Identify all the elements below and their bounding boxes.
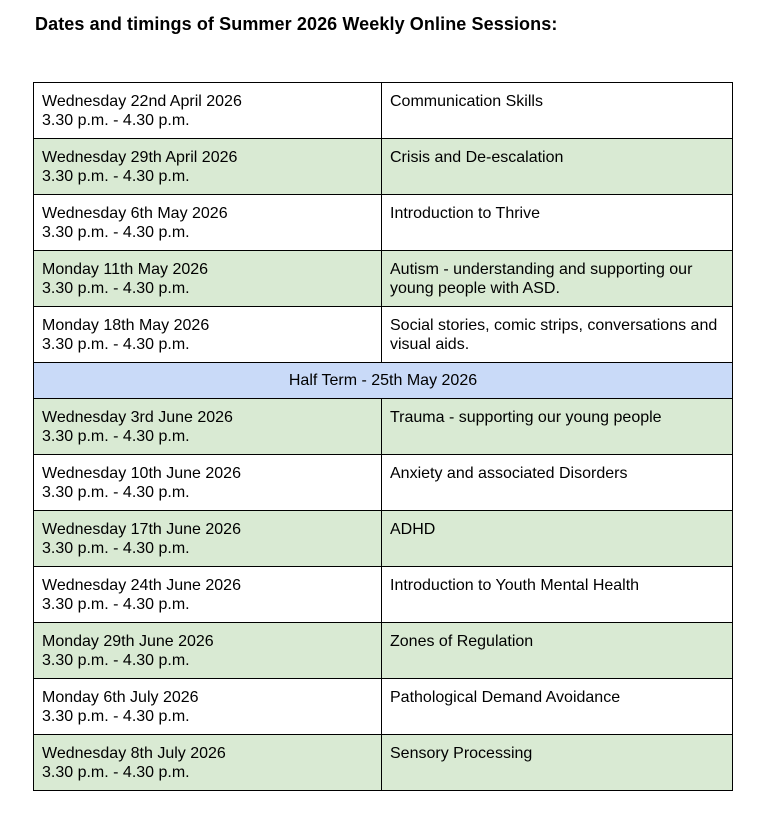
session-time: 3.30 p.m. - 4.30 p.m. [42,708,190,725]
page-title: Dates and timings of Summer 2026 Weekly Online Sessions: [35,14,558,34]
session-date: Wednesday 6th May 2026 [42,205,228,222]
session-topic: Pathological Demand Avoidance [390,689,621,706]
session-time: 3.30 p.m. - 4.30 p.m. [42,428,190,445]
session-date-cell [34,399,382,455]
sessions-table-body [34,83,733,791]
table-row [34,399,733,455]
session-topic-cell [382,399,733,455]
session-time: 3.30 p.m. - 4.30 p.m. [42,168,190,185]
session-date: Wednesday 29th April 2026 [42,149,238,166]
session-time: 3.30 p.m. - 4.30 p.m. [42,540,190,557]
session-time: 3.30 p.m. - 4.30 p.m. [42,280,190,297]
session-topic: Trauma - supporting our young people [390,409,662,426]
session-date-cell [34,511,382,567]
session-time: 3.30 p.m. - 4.30 p.m. [42,224,190,241]
session-date: Monday 6th July 2026 [42,689,199,706]
session-date-cell [34,195,382,251]
session-date-cell [34,623,382,679]
session-date: Wednesday 24th June 2026 [42,577,241,594]
session-time: 3.30 p.m. - 4.30 p.m. [42,336,190,353]
session-topic-cell [382,195,733,251]
table-row [34,455,733,511]
table-row [34,195,733,251]
session-topic-cell [382,307,733,363]
table-row [34,735,733,791]
session-date: Wednesday 3rd June 2026 [42,409,233,426]
session-topic: Crisis and De-escalation [390,149,564,166]
session-topic-cell [382,623,733,679]
session-time: 3.30 p.m. - 4.30 p.m. [42,596,190,613]
session-topic: Zones of Regulation [390,633,534,650]
session-topic: Social stories, comic strips, conversations and visual aids. [390,317,718,353]
session-date-cell [34,307,382,363]
half-term-row [34,363,733,399]
session-date: Wednesday 22nd April 2026 [42,93,242,110]
session-date: Monday 29th June 2026 [42,633,214,650]
session-date-cell [34,83,382,139]
table-row [34,83,733,139]
table-row [34,567,733,623]
session-topic: Anxiety and associated Disorders [390,465,628,482]
table-row [34,623,733,679]
session-date: Monday 18th May 2026 [42,317,210,334]
session-date-cell [34,251,382,307]
session-topic-cell [382,251,733,307]
table-row [34,307,733,363]
session-date-cell [34,735,382,791]
session-topic: Autism - understanding and supporting our young people with ASD. [390,261,693,297]
half-term-cell: Half Term - 25th May 2026 [34,363,733,399]
session-time: 3.30 p.m. - 4.30 p.m. [42,112,190,129]
session-topic-cell [382,567,733,623]
session-date-cell [34,679,382,735]
session-date: Monday 11th May 2026 [42,261,209,278]
table-row [34,511,733,567]
session-date-cell [34,567,382,623]
session-time: 3.30 p.m. - 4.30 p.m. [42,652,190,669]
session-topic-cell [382,455,733,511]
session-date: Wednesday 8th July 2026 [42,745,226,762]
session-date: Wednesday 10th June 2026 [42,465,241,482]
session-topic-cell [382,679,733,735]
session-topic-cell [382,83,733,139]
session-topic: Communication Skills [390,93,543,110]
sessions-table [33,82,733,791]
session-time: 3.30 p.m. - 4.30 p.m. [42,484,190,501]
session-date: Wednesday 17th June 2026 [42,521,241,538]
session-topic: Sensory Processing [390,745,533,762]
table-row [34,139,733,195]
session-topic: ADHD [390,521,436,538]
session-date-cell [34,455,382,511]
session-topic-cell [382,511,733,567]
session-time: 3.30 p.m. - 4.30 p.m. [42,764,190,781]
session-topic-cell [382,735,733,791]
session-topic-cell [382,139,733,195]
session-topic: Introduction to Thrive [390,205,541,222]
table-row [34,679,733,735]
session-topic: Introduction to Youth Mental Health [390,577,640,594]
table-row [34,251,733,307]
session-date-cell [34,139,382,195]
